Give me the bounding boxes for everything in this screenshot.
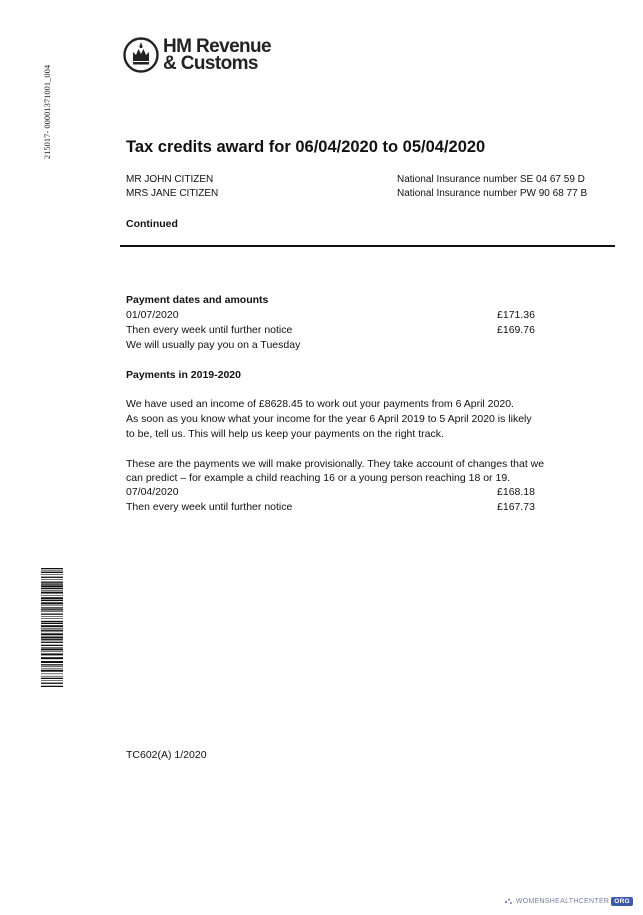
royal-crest-icon bbox=[123, 37, 159, 73]
claimant-name: MRS JANE CITIZEN bbox=[126, 188, 219, 199]
continued-label: Continued bbox=[126, 218, 178, 230]
payment-row-amount: £168.18 bbox=[497, 486, 535, 498]
provisional-paragraph-line: These are the payments we will make provisionally. They take account of changes that we bbox=[126, 458, 545, 470]
claimant-name: MR JOHN CITIZEN bbox=[126, 174, 214, 185]
watermark-badge: ORG bbox=[611, 897, 633, 906]
page-title: Tax credits award for 06/04/2020 to 05/04/2020 bbox=[126, 138, 486, 156]
logo-line1: HM Revenue bbox=[163, 36, 272, 57]
side-reference-text: 215017- 00001371001_004 bbox=[42, 64, 52, 160]
payments-2019-heading: Payments in 2019-2020 bbox=[126, 369, 241, 381]
logo-line2: & Customs bbox=[163, 53, 258, 74]
payment-row-label: 01/07/2020 bbox=[126, 309, 179, 321]
provisional-paragraph-line: can predict – for example a child reaching 16 or a young person reaching 18 or 19. bbox=[126, 472, 511, 484]
dots-icon bbox=[503, 896, 513, 906]
payment-row-amount: £167.73 bbox=[497, 501, 535, 513]
national-insurance-number: National Insurance number PW 90 68 77 B bbox=[397, 188, 588, 199]
payment-day-note: We will usually pay you on a Tuesday bbox=[126, 339, 301, 351]
watermark-text: WOMENSHEALTHCENTER bbox=[515, 897, 610, 905]
payment-row-label: Then every week until further notice bbox=[126, 324, 293, 336]
barcode bbox=[41, 568, 69, 688]
hmrc-logo bbox=[123, 35, 271, 75]
payment-row-amount: £169.76 bbox=[497, 324, 535, 336]
national-insurance-number: National Insurance number SE 04 67 59 D bbox=[397, 174, 585, 185]
form-reference: TC602(A) 1/2020 bbox=[126, 749, 207, 761]
payment-dates-heading: Payment dates and amounts bbox=[126, 294, 269, 306]
income-paragraph-line: We have used an income of £8628.45 to work out your payments from 6 April 2020. bbox=[126, 398, 514, 410]
payment-row-label: Then every week until further notice bbox=[126, 501, 293, 513]
payment-row-amount: £171.36 bbox=[497, 309, 535, 321]
section-divider bbox=[120, 245, 615, 247]
payment-row-label: 07/04/2020 bbox=[126, 486, 179, 498]
income-paragraph-line: to be, tell us. This will help us keep your payments on the right track. bbox=[126, 428, 444, 440]
watermark bbox=[503, 896, 633, 906]
income-paragraph-line: As soon as you know what your income for the year 6 April 2019 to 5 April 2020 is likely bbox=[126, 413, 532, 425]
side-reference bbox=[38, 58, 56, 166]
